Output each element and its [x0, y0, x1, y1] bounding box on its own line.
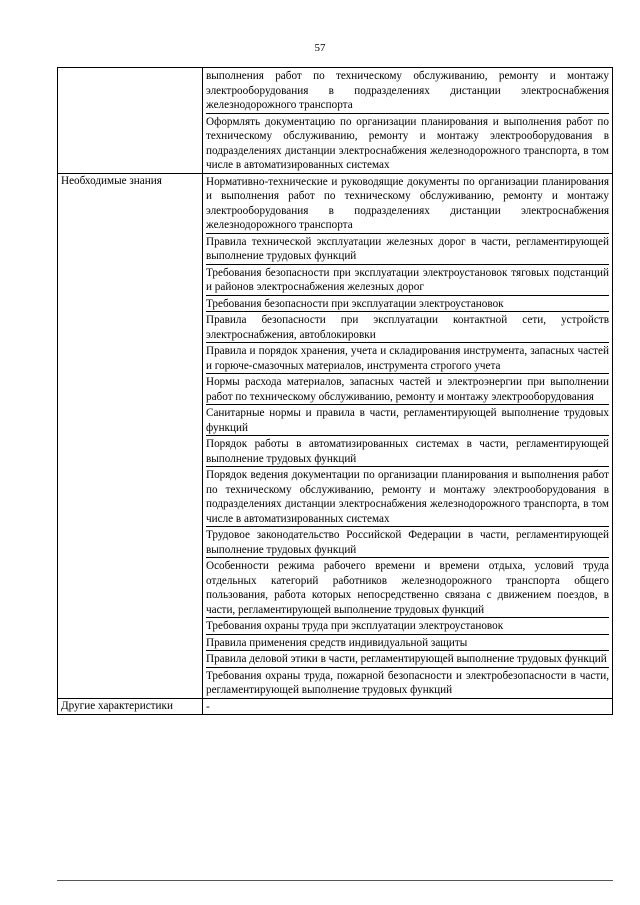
list-item-text: Трудовое законодательство Российской Федерации в части, регламентирующей выполнение трудовых функций — [206, 529, 609, 556]
list-item-text: выполнения работ по техническому обслуживанию, ремонту и монтажу электрооборудования в подразделениях дистанции электроснабжения железнодорожного транспорта — [206, 70, 609, 111]
list-item — [206, 68, 609, 114]
list-item — [206, 296, 609, 313]
list-item-text: Правила применения средств индивидуальной защиты — [206, 636, 468, 649]
row-label-cell — [58, 698, 203, 715]
list-item — [206, 436, 609, 467]
requirements-table — [57, 67, 613, 715]
list-item-text: Санитарные нормы и правила в части, регламентирующей выполнение трудовых функций — [206, 407, 609, 434]
list-item-text: Оформлять документацию по организации планирования и выполнения работ по техническому обслуживанию, ремонту и монтажу электрооборудования в подразделениях дистанции электроснабжения железнодорожного транспорта, в том числе в автоматизированных системах — [206, 115, 609, 171]
list-item-text: Требования безопасности при эксплуатации электроустановок — [206, 297, 504, 310]
page-bottom-rule — [57, 880, 613, 881]
list-item-text: Требования безопасности при эксплуатации электроустановок тяговых подстанций и районов электроснабжения железных дорог — [206, 266, 609, 293]
list-item-text: Нормы расхода материалов, запасных частей и электроэнергии при выполнении работ по техническому обслуживанию, ремонту и монтажу электрооборудования — [206, 376, 609, 403]
list-item — [206, 651, 609, 668]
row-label: Необходимые знания — [61, 174, 162, 187]
list-item-text: Требования охраны труда, пожарной безопасности и электробезопасности в части, регламентирующей выполнение трудовых функций — [206, 669, 609, 696]
list-item — [206, 405, 609, 436]
list-item — [206, 699, 609, 715]
row-content-cell — [203, 68, 613, 174]
table-row — [58, 68, 613, 174]
list-item-text: Правила безопасности при эксплуатации контактной сети, устройств электроснабжения, автоблокировки — [206, 314, 609, 341]
list-item — [206, 527, 609, 558]
row-label-cell — [58, 173, 203, 698]
table-row — [58, 698, 613, 715]
list-item — [206, 668, 609, 698]
list-item-text: - — [206, 700, 210, 713]
list-item-text: Нормативно-технические и руководящие документы по организации планирования и выполнения работ по техническому обслуживанию, ремонту и монтажу электрооборудования в подразделениях дистанции электроснабжения железнодорожного транспорта — [206, 175, 609, 231]
list-item-text: Правила технической эксплуатации железных дорог в части, регламентирующей выполнение трудовых функций — [206, 235, 609, 262]
list-item-text: Особенности режима рабочего времени и времени отдыха, условий труда отдельных категорий работников железнодорожного транспорта общего пользования, работа которых непосредственно связана с движением поездов, в части, регламентирующей выполнение трудовых функций — [206, 560, 609, 616]
list-item-text: Требования охраны труда при эксплуатации электроустановок — [206, 620, 504, 632]
list-item-text: Порядок ведения документации по организации планирования и выполнения работ по техническому обслуживанию, ремонту и монтажу электрооборудования в подразделениях дистанции электроснабжения железнодорожного транспорта, в том числе в автоматизированных системах — [206, 469, 609, 525]
list-item — [206, 467, 609, 527]
table-row — [58, 173, 613, 698]
list-item — [206, 635, 609, 652]
list-item — [206, 343, 609, 374]
list-item — [206, 618, 609, 635]
list-item-text: Порядок работы в автоматизированных системах в части, регламентирующей выполнение трудовых функций — [206, 438, 609, 465]
page-number: 57 — [314, 42, 326, 54]
list-item — [206, 312, 609, 343]
list-item — [206, 265, 609, 296]
list-item-text: Правила деловой этики в части, регламентирующей выполнение трудовых функций — [206, 653, 607, 665]
list-item — [206, 234, 609, 265]
row-content-cell — [203, 698, 613, 715]
list-item — [206, 374, 609, 405]
row-label: Другие характеристики — [61, 699, 173, 712]
list-item — [206, 114, 609, 173]
row-content-cell — [203, 173, 613, 698]
list-item — [206, 558, 609, 618]
row-label-cell — [58, 68, 203, 174]
list-item-text: Правила и порядок хранения, учета и складирования инструмента, запасных частей и горюче-смазочных материалов, инструмента строгого учета — [206, 345, 609, 372]
list-item — [206, 174, 609, 234]
